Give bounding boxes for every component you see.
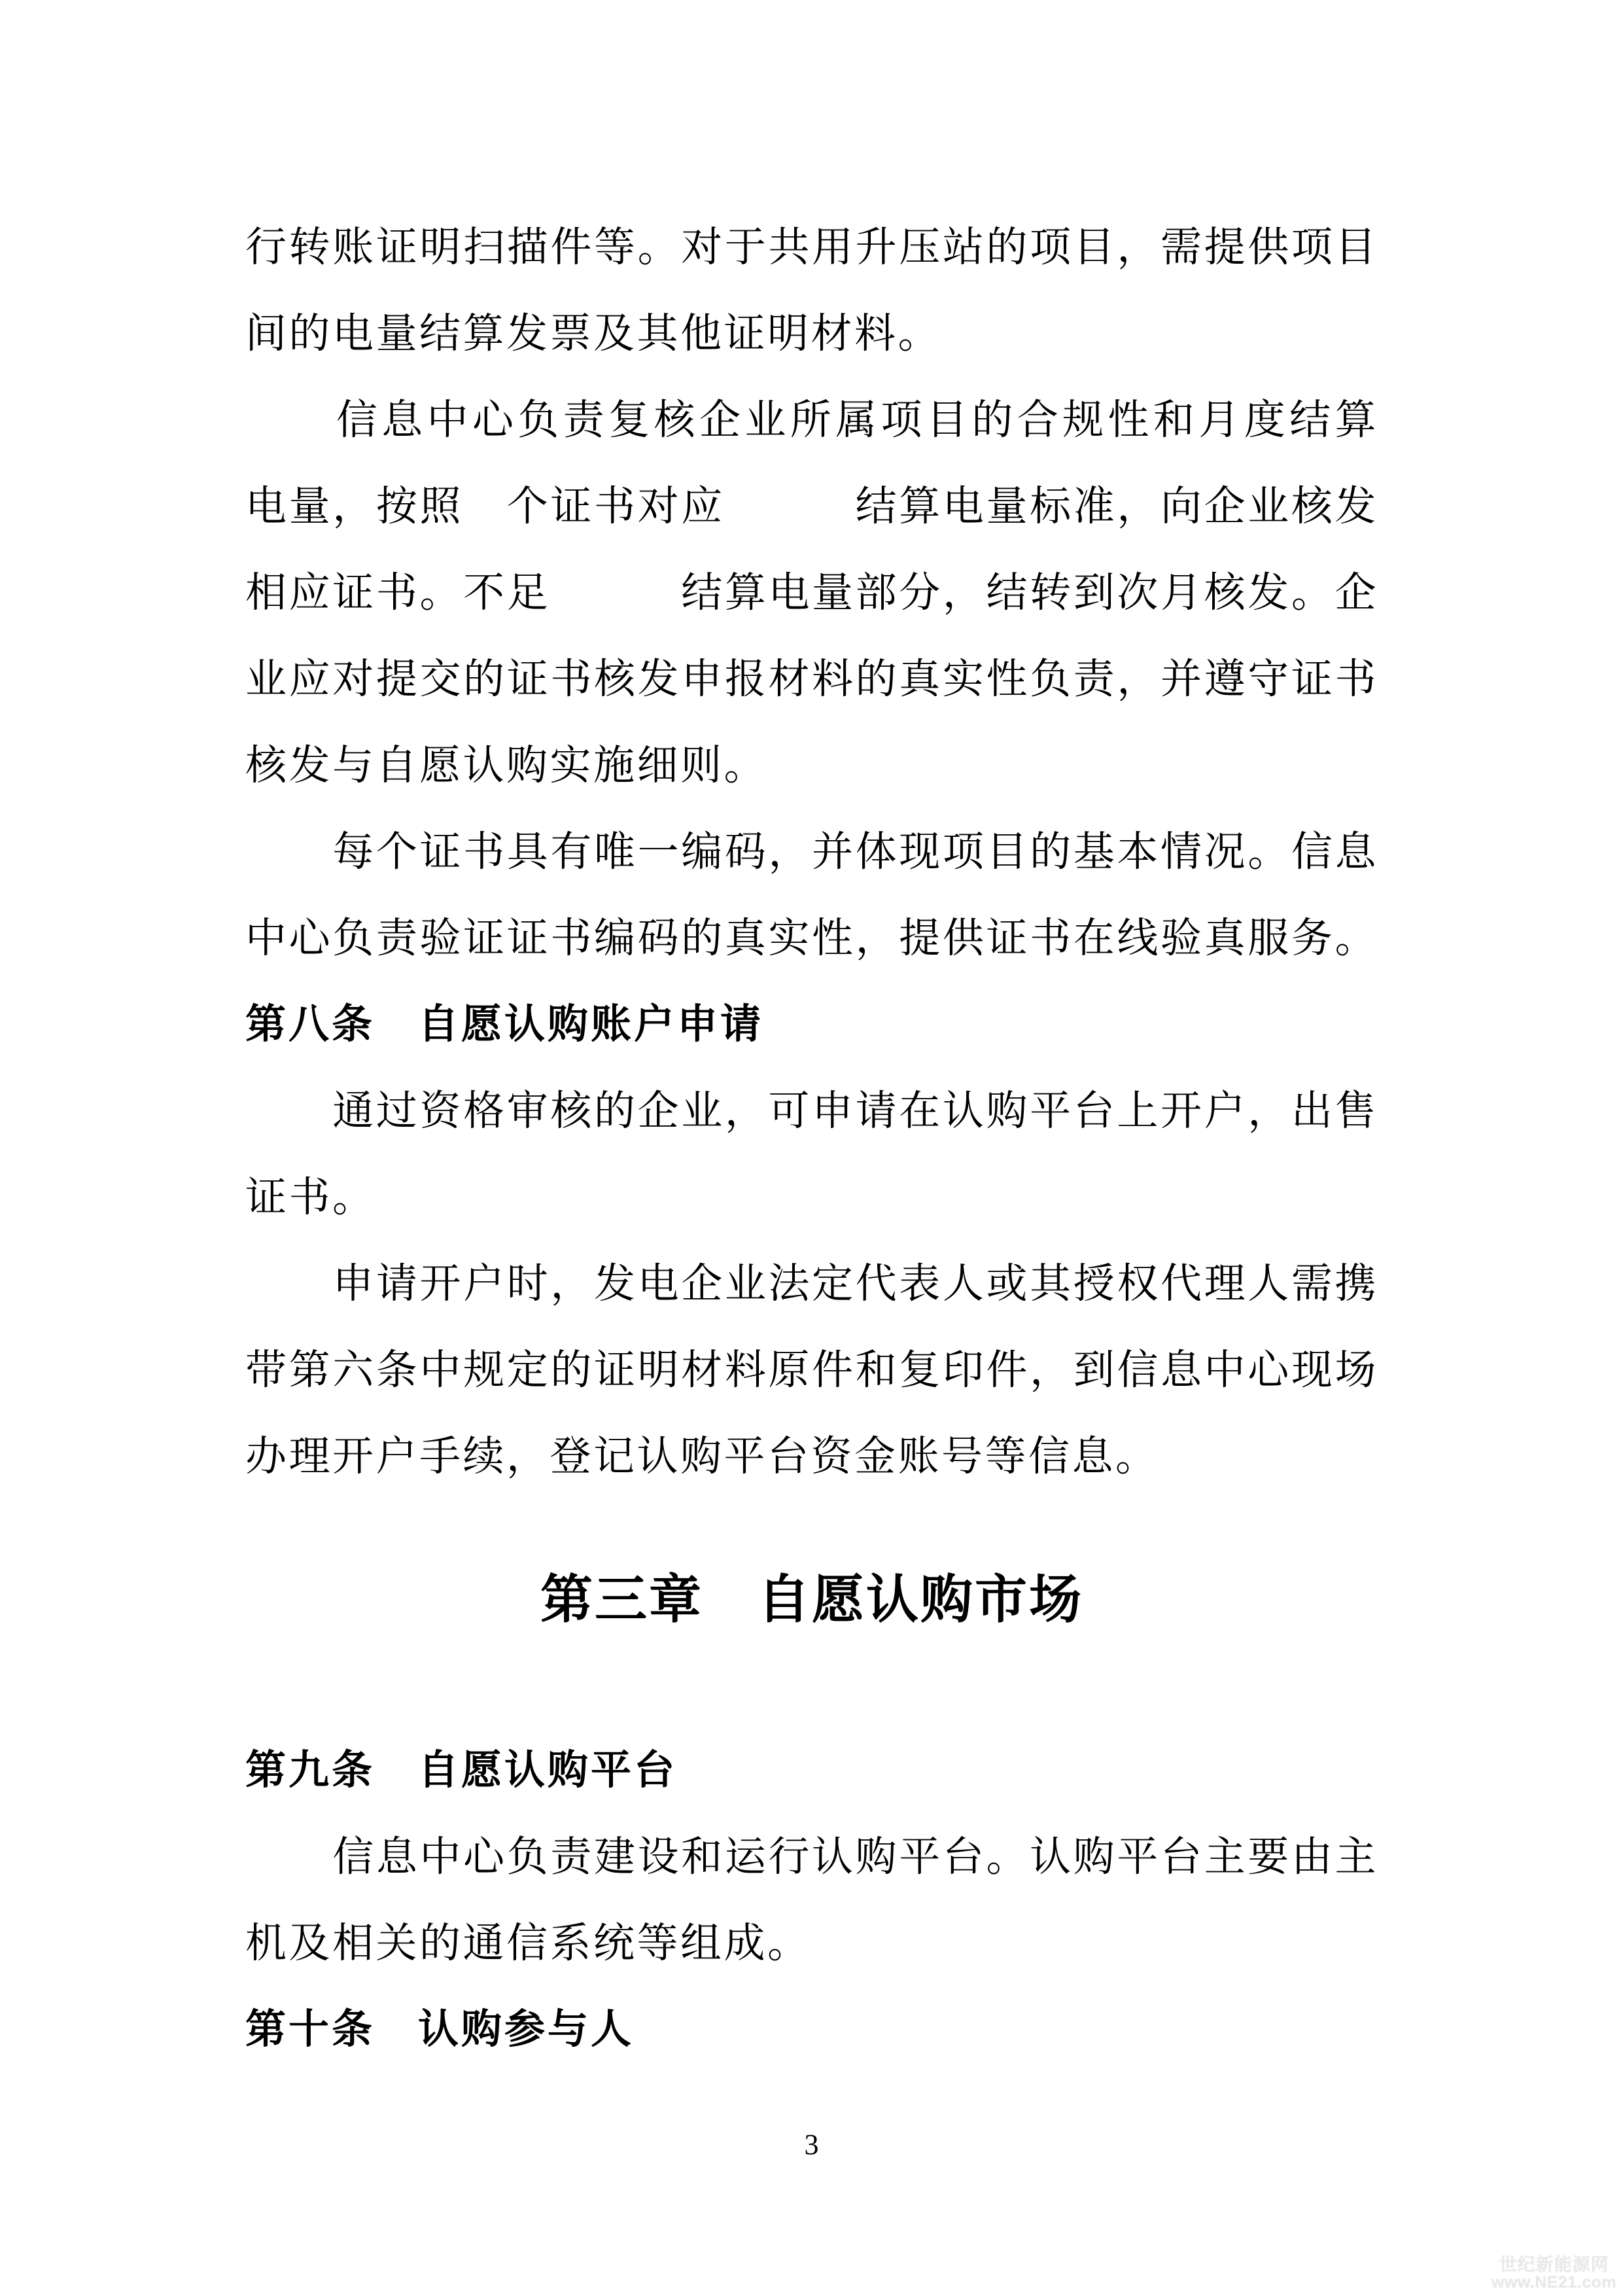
body-line: 行转账证明扫描件等。对于共用升压站的项目，需提供项目: [245, 224, 1378, 270]
body-line: 信息中心负责建设和运行认购平台。认购平台主要由主: [245, 1834, 1378, 1880]
body-line: 信息中心负责复核企业所属项目的合规性和月度结算: [245, 397, 1378, 443]
page-number: 3: [804, 2128, 819, 2161]
body-line: 相应证书。不足 结算电量部分，结转到次月核发。企: [245, 570, 1378, 616]
body-line: 办理开户手续，登记认购平台资金账号等信息。: [245, 1434, 1159, 1479]
body-line: 证书。: [245, 1174, 376, 1220]
text-block: [245, 204, 1378, 2073]
article-heading-9: 第九条 自愿认购平台: [245, 1748, 678, 1793]
body-line: 申请开户时，发电企业法定代表人或其授权代理人需携: [245, 1261, 1378, 1307]
article-heading-10: 第十条 认购参与人: [245, 2007, 635, 2052]
body-line: 通过资格审核的企业，可申请在认购平台上开户，出售: [245, 1088, 1378, 1134]
body-line: 电量，按照 个证书对应 结算电量标准，向企业核发: [245, 484, 1378, 529]
watermark: [1492, 2256, 1616, 2291]
body-line: 机及相关的通信系统等组成。: [245, 1920, 811, 1966]
watermark-site-url: www.NE21.com: [1491, 2272, 1616, 2291]
article-heading-8: 第八条 自愿认购账户申请: [245, 1002, 764, 1047]
watermark-site-name: 世纪新能源网: [1499, 2255, 1609, 2274]
body-line: 每个证书具有唯一编码，并体现项目的基本情况。信息: [245, 829, 1378, 875]
chapter-heading: 第三章 自愿认购市场: [540, 1570, 1083, 1629]
body-line: 中心负责验证证书编码的真实性，提供证书在线验真服务。: [245, 915, 1378, 961]
body-line: 核发与自愿认购实施细则。: [245, 743, 767, 788]
body-line: 间的电量结算发票及其他证明材料。: [245, 311, 941, 357]
body-line: 带第六条中规定的证明材料原件和复印件，到信息中心现场: [245, 1347, 1378, 1393]
body-line: 业应对提交的证书核发申报材料的真实性负责，并遵守证书: [245, 656, 1378, 702]
